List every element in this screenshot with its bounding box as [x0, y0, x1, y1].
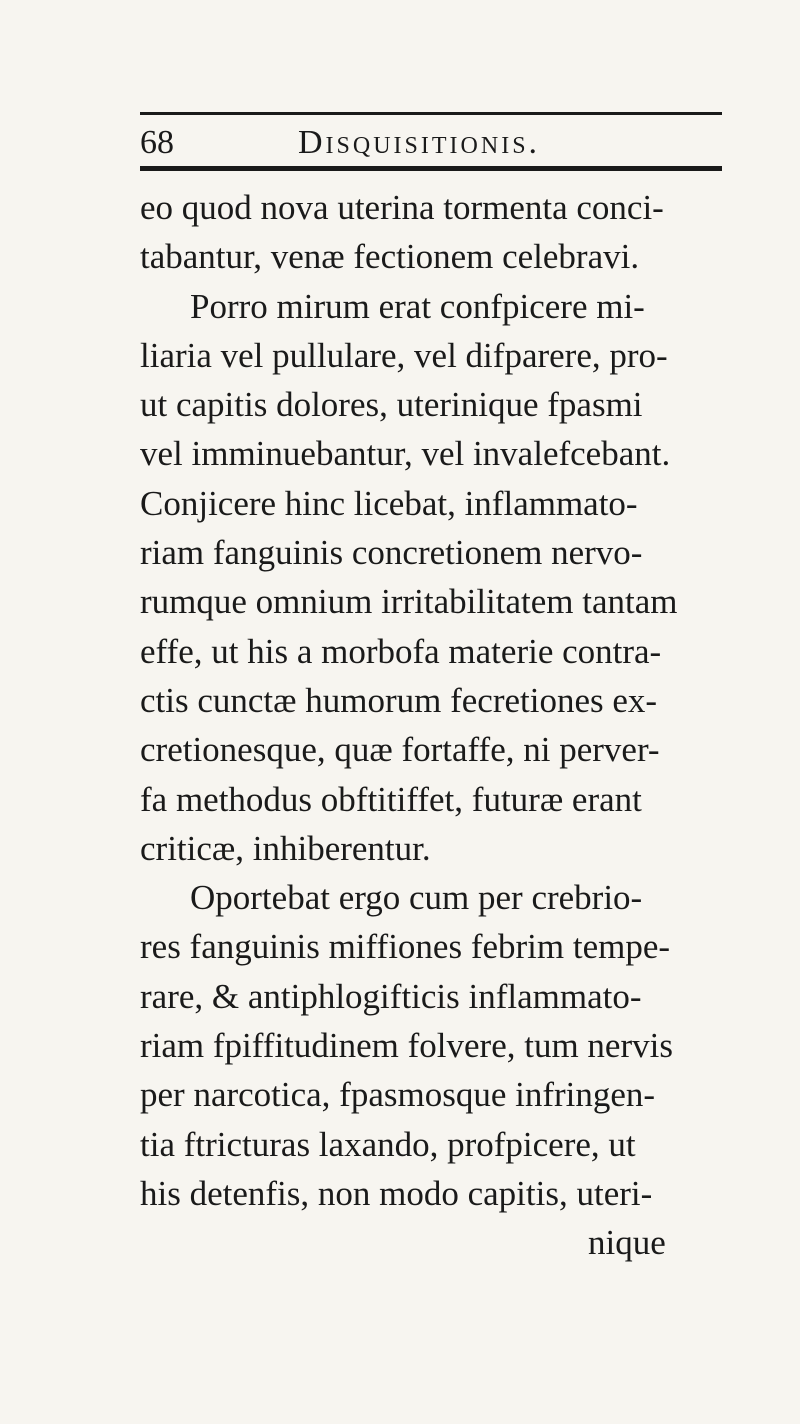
text-line: ut capitis dolores, uterinique fpasmi	[140, 385, 643, 425]
text-line: ctis cunctæ humorum fecretiones ex-	[140, 680, 658, 720]
header-rule-top	[140, 112, 722, 115]
text-line: fa methodus obftitiffet, futuræ erant	[140, 779, 642, 819]
text-line: riam fpiffitudinem folvere, tum nervis	[140, 1026, 673, 1066]
page-number: 68	[140, 124, 174, 161]
text-line: tabantur, venæ fectionem celebravi.	[140, 237, 640, 277]
text-line: res fanguinis miffiones febrim tempe-	[140, 927, 671, 967]
text-line: liaria vel pullulare, vel difparere, pro-	[140, 335, 668, 375]
header-rule-bottom	[140, 166, 722, 171]
text-line: riam fanguinis concretionem nervo-	[140, 533, 643, 573]
text-line: rare, & antiphlogifticis inflammato-	[140, 976, 642, 1016]
paragraph-start-line: Porro mirum erat confpicere mi-	[190, 286, 645, 326]
text-line: cretionesque, quæ fortaffe, ni perver-	[140, 730, 660, 770]
text-line: Conjicere hinc licebat, inflammato-	[140, 483, 638, 523]
text-line: vel imminuebantur, vel invalefcebant.	[140, 434, 671, 474]
page-header	[140, 122, 722, 164]
running-head: Disquisitionis.	[298, 124, 541, 161]
catchword: nique	[588, 1223, 666, 1263]
text-line: effe, ut his a morbofa materie contra-	[140, 631, 662, 671]
text-line: his detenfis, non modo capitis, uteri-	[140, 1173, 653, 1213]
text-line: rumque omnium irritabilitatem tantam	[140, 582, 678, 622]
text-line: per narcotica, fpasmosque infringen-	[140, 1075, 656, 1115]
paragraph-start-line: Oportebat ergo cum per crebrio-	[190, 878, 643, 918]
body-text	[140, 183, 730, 1268]
text-line: tia ftricturas laxando, profpicere, ut	[140, 1124, 636, 1164]
text-line: eo quod nova uterina tormenta conci-	[140, 188, 664, 227]
text-line: criticæ, inhiberentur.	[140, 828, 431, 868]
